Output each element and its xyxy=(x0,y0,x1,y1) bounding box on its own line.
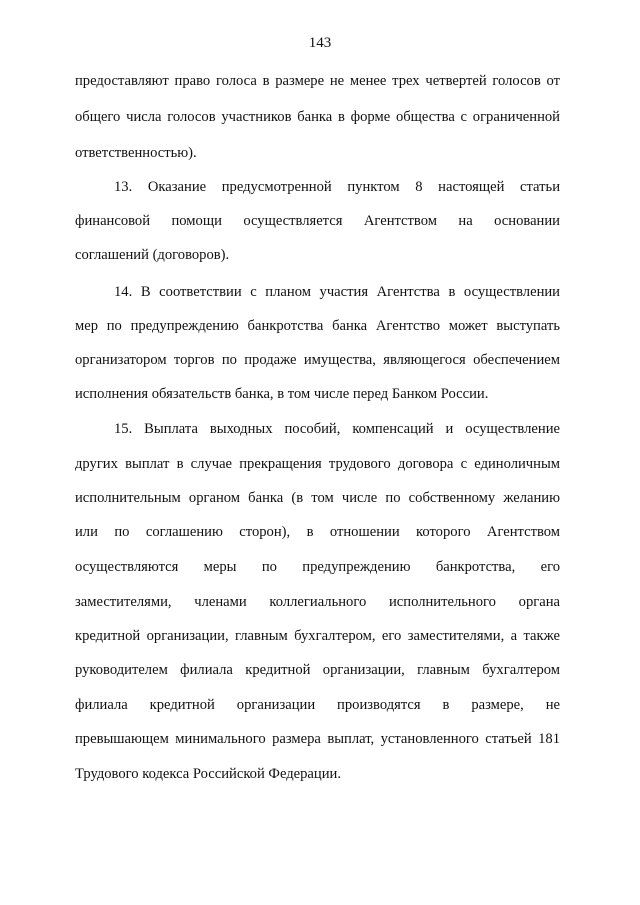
page-number: 143 xyxy=(308,35,332,51)
paragraph-15-line-10: превышающем минимального размера выплат, установленного статьей 181 xyxy=(75,731,560,747)
paragraph-15-line-7: кредитной организации, главным бухгалтером, его заместителями, а также xyxy=(75,628,560,644)
paragraph-15-line-2: других выплат в случае прекращения трудового договора с единоличным xyxy=(75,456,560,472)
paragraph-15-line-4: или по соглашению сторон), в отношении которого Агентством xyxy=(75,524,560,540)
paragraph-13-line-1: 13. Оказание предусмотренной пунктом 8 настоящей статьи xyxy=(114,179,560,195)
paragraph-15-line-8: руководителем филиала кредитной организации, главным бухгалтером xyxy=(75,662,560,678)
paragraph-15-line-11: Трудового кодекса Российской Федерации. xyxy=(75,766,341,782)
paragraph-15-line-9: филиала кредитной организации производятся в размере, не xyxy=(75,697,560,713)
paragraph-13-line-3: соглашений (договоров). xyxy=(75,247,230,263)
paragraph-12-line-1: предоставляют право голоса в размере не менее трех четвертей голосов от xyxy=(75,73,560,89)
paragraph-14-line-3: организатором торгов по продаже имущества, являющегося обеспечением xyxy=(75,352,560,368)
paragraph-14-line-4: исполнения обязательств банка, в том числе перед Банком России. xyxy=(75,386,489,402)
paragraph-14-line-2: мер по предупреждению банкротства банка Агентство может выступать xyxy=(75,318,560,334)
paragraph-15-line-3: исполнительным органом банка (в том числе по собственному желанию xyxy=(75,490,560,506)
paragraph-12-line-3: ответственностью). xyxy=(75,145,197,161)
paragraph-14-line-1: 14. В соответствии с планом участия Агентства в осуществлении xyxy=(114,284,560,300)
paragraph-15-line-6: заместителями, членами коллегиального исполнительного органа xyxy=(75,594,560,610)
paragraph-15-line-1: 15. Выплата выходных пособий, компенсаций и осуществление xyxy=(114,421,560,437)
paragraph-12-line-2: общего числа голосов участников банка в форме общества с ограниченной xyxy=(75,109,560,125)
paragraph-15-line-5: осуществляются меры по предупреждению банкротства, его xyxy=(75,559,560,575)
paragraph-13-line-2: финансовой помощи осуществляется Агентством на основании xyxy=(75,213,560,229)
